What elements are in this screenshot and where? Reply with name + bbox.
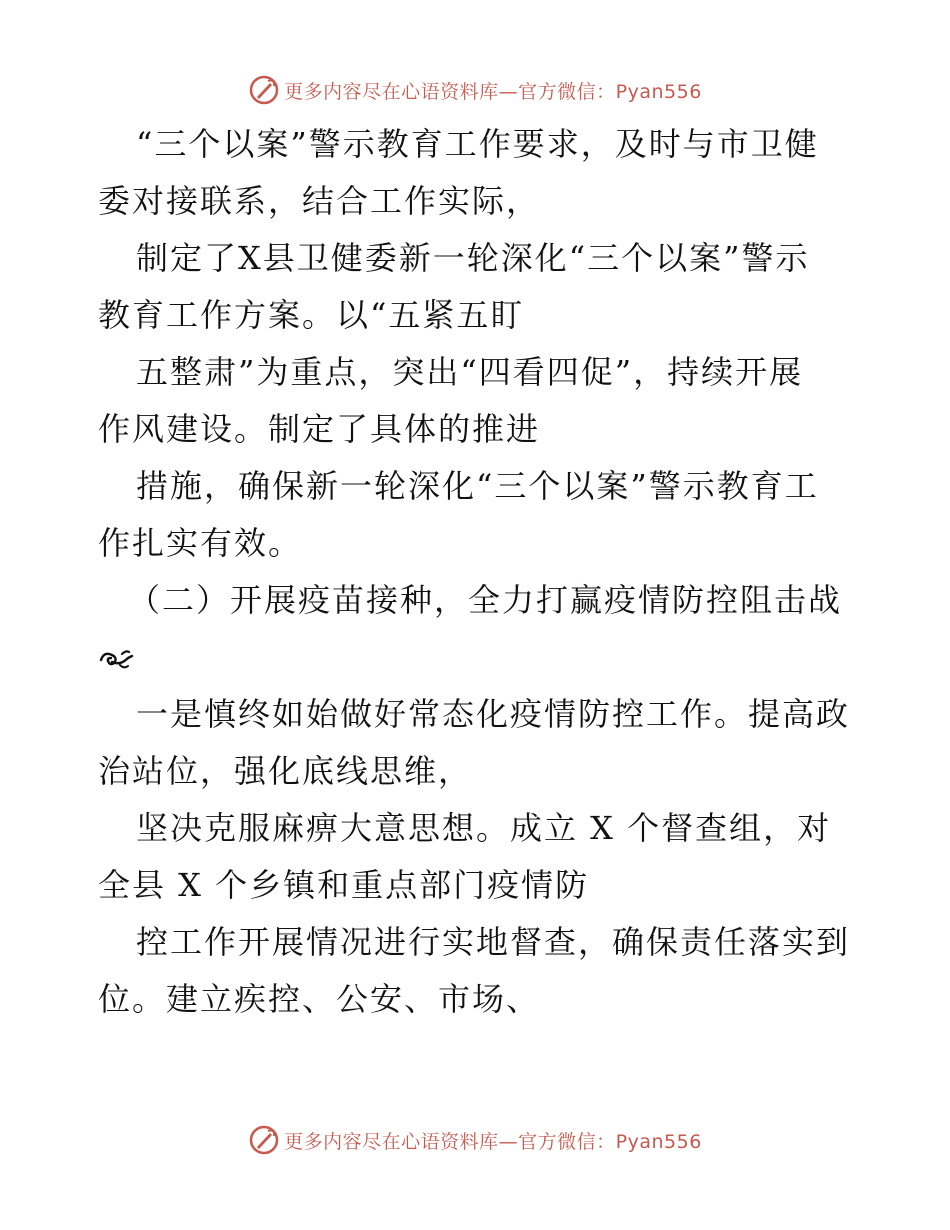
paragraph-line: 全县 X 个乡镇和重点部门疫情防 — [98, 866, 590, 904]
paragraph-line: 制定了X县卫健委新一轮深化“三个以案”警示 — [136, 239, 810, 277]
quill-seal-icon — [248, 74, 280, 106]
paragraph-line: 位。建立疾控、公安、市场、 — [98, 980, 541, 1018]
fleuron-ornament-icon — [98, 646, 134, 670]
paragraph-line: 措施，确保新一轮深化“三个以案”警示教育工 — [136, 467, 819, 505]
watermark-footer — [0, 1120, 950, 1160]
section-heading: （二）开展疫苗接种，全力打赢疫情防控阻击战 — [128, 581, 843, 619]
watermark-header — [0, 70, 950, 110]
paragraph-line: 委对接联系，结合工作实际， — [98, 182, 541, 220]
ornament-row — [98, 629, 858, 686]
watermark-text: 更多内容尽在心语资料库—官方微信：Pyan556 — [284, 80, 702, 103]
document-body — [98, 116, 858, 1028]
paragraph-line: 坚决克服麻痹大意思想。成立 X 个督查组，对 — [136, 809, 832, 847]
paragraph-line: 五整肃”为重点，突出“四看四促”，持续开展 — [136, 353, 804, 391]
paragraph-line: 作扎实有效。 — [98, 524, 303, 562]
watermark-text: 更多内容尽在心语资料库—官方微信：Pyan556 — [284, 1130, 702, 1153]
paragraph-line: 教育工作方案。以“五紧五盯 — [98, 296, 525, 334]
paragraph-line: 作风建设。制定了具体的推进 — [98, 410, 541, 448]
quill-seal-icon — [248, 1124, 280, 1156]
paragraph-line: “三个以案”警示教育工作要求，及时与市卫健 — [136, 125, 819, 163]
paragraph-line: 一是慎终如始做好常态化疫情防控工作。提高政 — [136, 695, 851, 733]
paragraph-line: 控工作开展情况进行实地督查，确保责任落实到 — [136, 923, 851, 961]
paragraph-line: 治站位，强化底线思维， — [98, 752, 473, 790]
